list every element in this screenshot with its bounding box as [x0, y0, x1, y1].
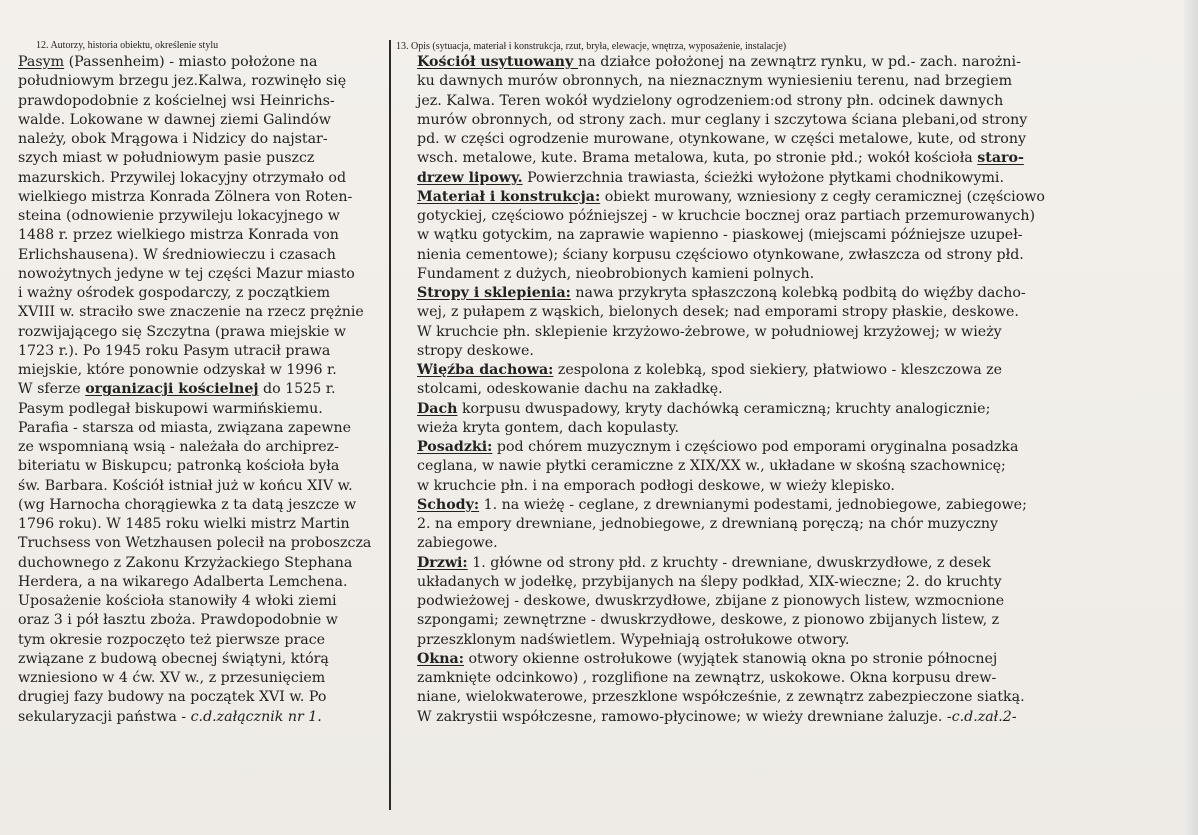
section-heading: Pasym [18, 54, 65, 70]
text-segment: do 1525 r. [258, 381, 336, 398]
section-heading: Więźba dachowa: [417, 362, 554, 378]
description-line [417, 149, 1057, 168]
description-line [417, 457, 1057, 476]
history-line [18, 323, 393, 342]
text-segment: 1. na wieżę - ceglane, z drewnianymi podestami, jednobiegowe, zabiegowe; [479, 496, 1027, 513]
text-segment: należy, obok Mrągowa i Nidzicy do najstar- [18, 131, 328, 147]
text-segment: stropy deskowe. [417, 342, 534, 359]
description-line [417, 669, 1057, 688]
text-segment: na działce położonej na zewnątrz rynku, w pd.- zach. narożni- [578, 54, 1021, 70]
text-segment: 1796 roku). W 1485 roku wielki mistrz Martin [18, 516, 350, 532]
text-segment: zamknięte odcinkowo) , rozglifione na zewnątrz, uskokowe. Okna korpusu drew- [417, 670, 997, 686]
text-segment: wej, z pułapem z wąskich, bielonych desek; nad emporami stropy płaskie, deskowe. [417, 304, 1019, 321]
history-line [18, 111, 393, 130]
description-line [417, 207, 1057, 226]
text-segment: XVIII w. straciło swe znaczenie na rzecz prężnie [18, 304, 364, 321]
text-segment: wieża kryta gontem, dach kopulasty. [417, 419, 680, 436]
text-segment: miejskie, które ponownie odzyskał w 1996 r. [18, 362, 337, 378]
text-segment: pd. w części ogrodzenie murowane, otynkowane, w części metalowe, kute, od strony [417, 131, 1027, 147]
text-segment: niane, wielokwaterowe, przeszklone współcześnie, z zewnątrz zabezpieczone siatką. [417, 689, 1025, 706]
text-segment: walde. Lokowane w dawnej ziemi Galindów [18, 111, 331, 128]
text-segment: tym okresie rozpoczęto też pierwsze prace [18, 631, 326, 648]
text-segment: biteriatu w Biskupcu; patronką kościoła była [18, 458, 340, 475]
section-heading: Dach [417, 400, 458, 417]
right-column-header: 13. Opis (sytuacja, materiał i konstrukcja, rzut, bryła, elewacje, wnętrza, wyposażenie, instalacje) [396, 41, 787, 52]
history-line [18, 361, 393, 380]
description-line [417, 265, 1057, 284]
description-line [417, 246, 1057, 265]
text-segment: szych miast w południowym pasie puszcz [18, 150, 315, 167]
text-segment: gotyckiej, częściowo późniejszej - w kruchcie bocznej oraz partiach przemurowanych) [417, 208, 1036, 224]
description-line [417, 515, 1057, 534]
text-segment: ze wspomnianą wsią - należała do archiprez- [18, 439, 339, 455]
text-segment: prawdopodobnie z kościelnej wsi Heinrichs- [18, 92, 335, 109]
text-segment: otwory okienne ostrołukowe (wyjątek stanowią okna po stronie północnej [463, 650, 998, 667]
section-heading: Stropy i sklepienia: [417, 285, 571, 301]
description-line [417, 611, 1057, 630]
text-segment: Erlichshausena). W średniowieczu i czasach [18, 246, 336, 263]
description-line [417, 534, 1057, 553]
text-segment: południowym brzegu jez.Kalwa, rozwinęło się [18, 73, 347, 90]
history-line [18, 650, 393, 669]
history-line [18, 515, 393, 534]
history-line [18, 496, 393, 515]
history-line [18, 688, 393, 707]
text-segment: nienia cementowe); ściany korpusu częściowo otynkowane, zwłaszcza od strony płd. [417, 246, 1024, 263]
history-line [18, 284, 393, 303]
description-line [417, 226, 1057, 245]
history-line [18, 457, 393, 476]
description-line [417, 554, 1057, 573]
history-line [18, 53, 393, 72]
description-line [417, 496, 1057, 515]
history-line [18, 554, 393, 573]
text-segment: korpusu dwuspadowy, kryty dachówką ceramiczną; kruchty analogicznie; [457, 400, 991, 417]
text-segment: zabiegowe. [417, 535, 498, 552]
text-segment: szpongami; zewnętrzne - dwuskrzydłowe, deskowe, z pionowo zbijanych listew, z [417, 612, 1000, 629]
history-line [18, 611, 393, 630]
history-column [18, 53, 393, 727]
text-segment: przeszklonym nadświetlem. Wypełniają ostrołukowe otwory. [417, 631, 850, 648]
history-line [18, 342, 393, 361]
text-segment: nawa przykryta spłaszczoną kolebką podbitą do więźby dacho- [570, 285, 1026, 301]
history-line [18, 534, 393, 553]
description-line [417, 72, 1057, 91]
text-segment: ku dawnych murów obronnych, na nieznacznym wyniesieniu terenu, nad brzegiem [417, 73, 1013, 90]
text-segment: wzniesiono w 4 ćw. XV w., z przesunięciem [18, 670, 326, 686]
text-segment: Uposażenie kościoła stanowiły 4 włoki ziemi [18, 593, 337, 609]
text-segment: W kruchcie płn. sklepienie krzyżowo-żebrowe, w południowej krzyżowej; w wieży [417, 323, 1002, 340]
left-column-header: 12. Autorzy, historia obiektu, określenie stylu [36, 40, 219, 51]
history-line [18, 380, 393, 399]
history-line [18, 438, 393, 457]
section-heading: Kościół usytuowany [417, 54, 579, 70]
section-heading: Drzwi: [417, 554, 468, 571]
text-segment: -c.d.zał.2- [946, 708, 1017, 725]
text-segment: w kruchcie płn. i na emporach podłogi deskowe, w wieży klepisko. [417, 477, 895, 494]
section-heading: Posadzki: [417, 439, 493, 455]
history-line [18, 592, 393, 611]
section-heading: staro- [977, 150, 1024, 167]
section-heading: drzew lipowy. [417, 169, 523, 186]
text-segment: Truchsess von Wetzhausen polecił na proboszcza [18, 535, 372, 552]
description-line [417, 380, 1057, 399]
description-line [417, 400, 1057, 419]
text-segment: 2. na empory drewniane, jednobiegowe, z drewnianą poręczą; na chór muzyczny [417, 516, 999, 532]
history-line [18, 169, 393, 188]
section-heading: Materiał i konstrukcja: [417, 188, 601, 205]
description-line [417, 169, 1057, 188]
description-column [417, 53, 1057, 727]
description-line [417, 438, 1057, 457]
text-segment: murów obronnych, od strony zach. mur ceglany i szczytowa ściana plebani,od strony [417, 111, 1028, 128]
text-segment: nowożytnych jedyne w tej części Mazur miasto [18, 265, 355, 282]
text-segment: jez. Kalwa. Teren wokół wydzielony ogrodzeniem:od strony płn. odcinek dawnych [417, 92, 1004, 109]
text-segment: zespolona z kolebką, spod siekiery, płatwiowo - kleszczowa ze [553, 362, 1003, 378]
description-line [417, 361, 1057, 380]
description-line [417, 284, 1057, 303]
history-line [18, 400, 393, 419]
history-line [18, 669, 393, 688]
text-segment: wsch. metalowe, kute. Brama metalowa, kuta, po stronie płd.; wokół kościoła [417, 150, 978, 167]
text-segment: (wg Harnocha chorągiewka z ta datą jeszcze w [18, 496, 357, 513]
history-line [18, 92, 393, 111]
text-segment: obiekt murowany, wzniesiony z cegły ceramicznej (częściowo [600, 188, 1045, 205]
text-segment: 1723 r.). Po 1945 roku Pasym utracił prawa [18, 342, 331, 359]
text-segment: W zakrystii współczesne, ramowo-płycinowe; w wieży drewniane żaluzje. [417, 708, 947, 725]
text-segment: 1488 r. przez wielkiego mistrza Konrada von [18, 227, 339, 244]
text-segment: Parafia - starsza od miasta, związana zapewne [18, 419, 352, 436]
history-line [18, 188, 393, 207]
description-line [417, 342, 1057, 361]
text-segment: związane z budową obecnej świątyni, którą [18, 650, 329, 667]
paper-edge [1184, 0, 1198, 835]
text-segment: podwieżowej - deskowe, dwuskrzydłowe, zbijane z pionowych listew, wzmocnione [417, 593, 1005, 609]
text-segment: rozwijającego się Szczytna (prawa miejskie w [18, 323, 347, 340]
history-line [18, 419, 393, 438]
text-segment: ceglana, w nawie płytki ceramiczne z XIX/XX w., układane w skośną szachownicę; [417, 458, 1006, 475]
text-segment: c.d.załącznik nr 1. [190, 708, 322, 725]
text-segment: Pasym podlegał biskupowi warmińskiemu. [18, 400, 323, 417]
description-line [417, 188, 1057, 207]
text-segment: Herdera, a na wikarego Adalberta Lemchena. [18, 573, 348, 590]
description-line [417, 92, 1057, 111]
history-line [18, 149, 393, 168]
description-line [417, 650, 1057, 669]
description-line [417, 708, 1057, 727]
history-line [18, 573, 393, 592]
description-line [417, 592, 1057, 611]
description-line [417, 53, 1057, 72]
text-segment: sekularyzacji państwa - [18, 708, 191, 725]
description-line [417, 303, 1057, 322]
text-segment: steina (odnowienie przywileju lokacyjnego w [18, 208, 340, 224]
text-segment: mazurskich. Przywilej lokacyjny otrzymało od [18, 169, 347, 186]
section-heading: Okna: [417, 650, 464, 667]
description-line [417, 111, 1057, 130]
text-segment: oraz 3 i pół łasztu zboża. Prawdopodobnie w [18, 612, 338, 629]
description-line [417, 323, 1057, 342]
history-line [18, 303, 393, 322]
description-line [417, 130, 1057, 149]
text-segment: drugiej fazy budowy na początek XVI w. Po [18, 689, 327, 706]
description-line [417, 631, 1057, 650]
description-line [417, 688, 1057, 707]
history-line [18, 708, 393, 727]
history-line [18, 207, 393, 226]
text-segment: (Passenheim) - miasto położone na [64, 54, 318, 70]
text-segment: wielkiego mistrza Konrada Zölnera von Roten- [18, 188, 353, 205]
description-line [417, 477, 1057, 496]
text-segment: i ważny ośrodek gospodarczy, z początkiem [18, 285, 331, 301]
history-line [18, 477, 393, 496]
text-segment: w wątku gotyckim, na zaprawie wapienno - piaskowej (miejscami późniejsze uzupeł- [417, 227, 1023, 244]
section-heading: organizacji kościelnej [85, 381, 259, 398]
text-segment: W sferze [18, 381, 86, 398]
history-line [18, 631, 393, 650]
history-line [18, 246, 393, 265]
text-segment: duchownego z Zakonu Krzyżackiego Stephana [18, 554, 353, 571]
text-segment: Fundament z dużych, nieobrobionych kamieni polnych. [417, 265, 815, 282]
section-heading: Schody: [417, 496, 480, 513]
text-segment: pod chórem muzycznym i częściowo pod emporami oryginalna posadzka [492, 439, 1019, 455]
history-line [18, 265, 393, 284]
text-segment: stolcami, odeskowanie dachu na zakładkę. [417, 381, 723, 398]
history-line [18, 226, 393, 245]
text-segment: 1. główne od strony płd. z kruchty - drewniane, dwuskrzydłowe, z desek [467, 554, 991, 571]
history-line [18, 72, 393, 91]
text-segment: układanych w jodełkę, przybijanych na ślepy podkład, XIX-wieczne; 2. do kruchty [417, 573, 1002, 590]
text-segment: Powierzchnia trawiasta, ścieżki wyłożone płytkami chodnikowymi. [522, 169, 1004, 186]
description-line [417, 419, 1057, 438]
history-line [18, 130, 393, 149]
text-segment: św. Barbara. Kościół istniał już w końcu XIV w. [18, 477, 353, 494]
description-line [417, 573, 1057, 592]
